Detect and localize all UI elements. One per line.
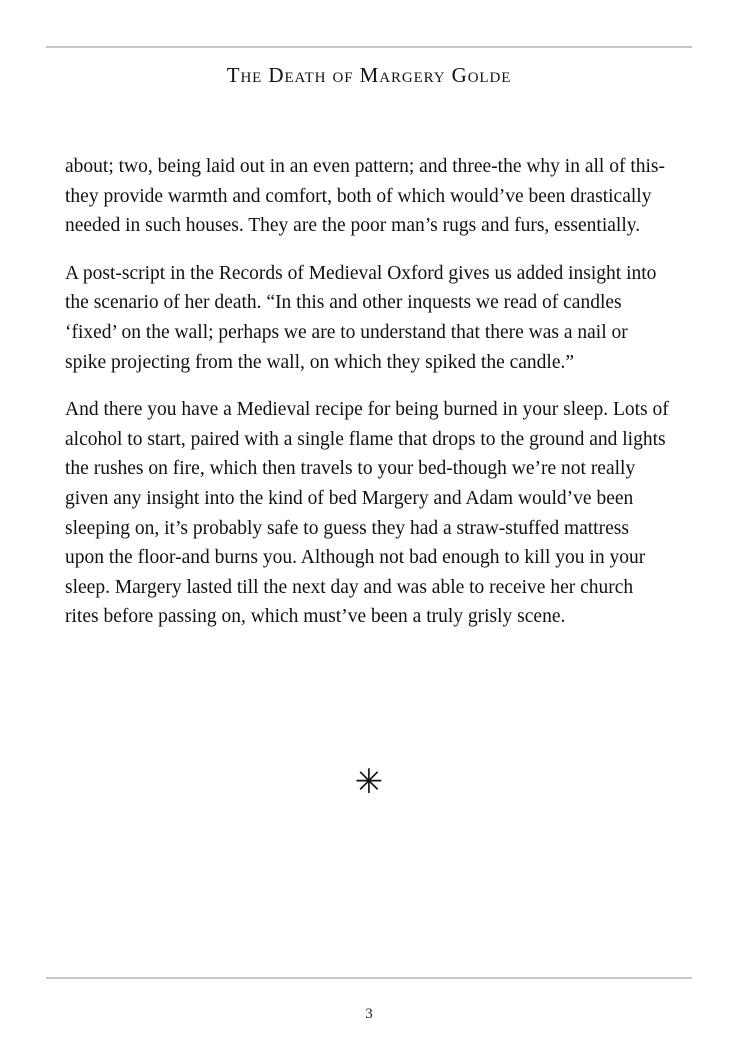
body-text-block [65,152,669,632]
running-head-title: The Death of Margery Golde [226,63,512,87]
footer-divider-rule [46,977,692,979]
paragraph: And there you have a Medieval recipe for being burned in your sleep. Lots of alcohol to start, paired with a single flame that drops to the ground and lights the rushes on fire, which then travels to your bed-though we’re not really given any insight into the kind of bed Margery and Adam would’ve been sleeping on, it’s probably safe to guess they had a straw-stuffed mattress upon the floor-and burns you. Although not bad enough to kill you in your sleep. Margery lasted till the next day and was able to receive her church rites before passing on, which must’ve been a truly grisly scene. [65,399,669,628]
header-divider-rule [46,46,692,48]
asterisk-ornament-icon: ✳ [354,762,384,802]
page-number: 3 [365,1006,373,1022]
paragraph: A post-script in the Records of Medieval Oxford gives us added insight into the scenario of her death. “In this and other inquests we read of candles ‘fixed’ on the wall; perhaps we are to understand that there was a nail or spike projecting from the wall, on which they spiked the candle.” [65,262,657,373]
paragraph: about; two, being laid out in an even pattern; and three-the why in all of this-they provide warmth and comfort, both of which would’ve been drastically needed in such houses. They are the poor man’s rugs and furs, essentially. [65,156,666,237]
